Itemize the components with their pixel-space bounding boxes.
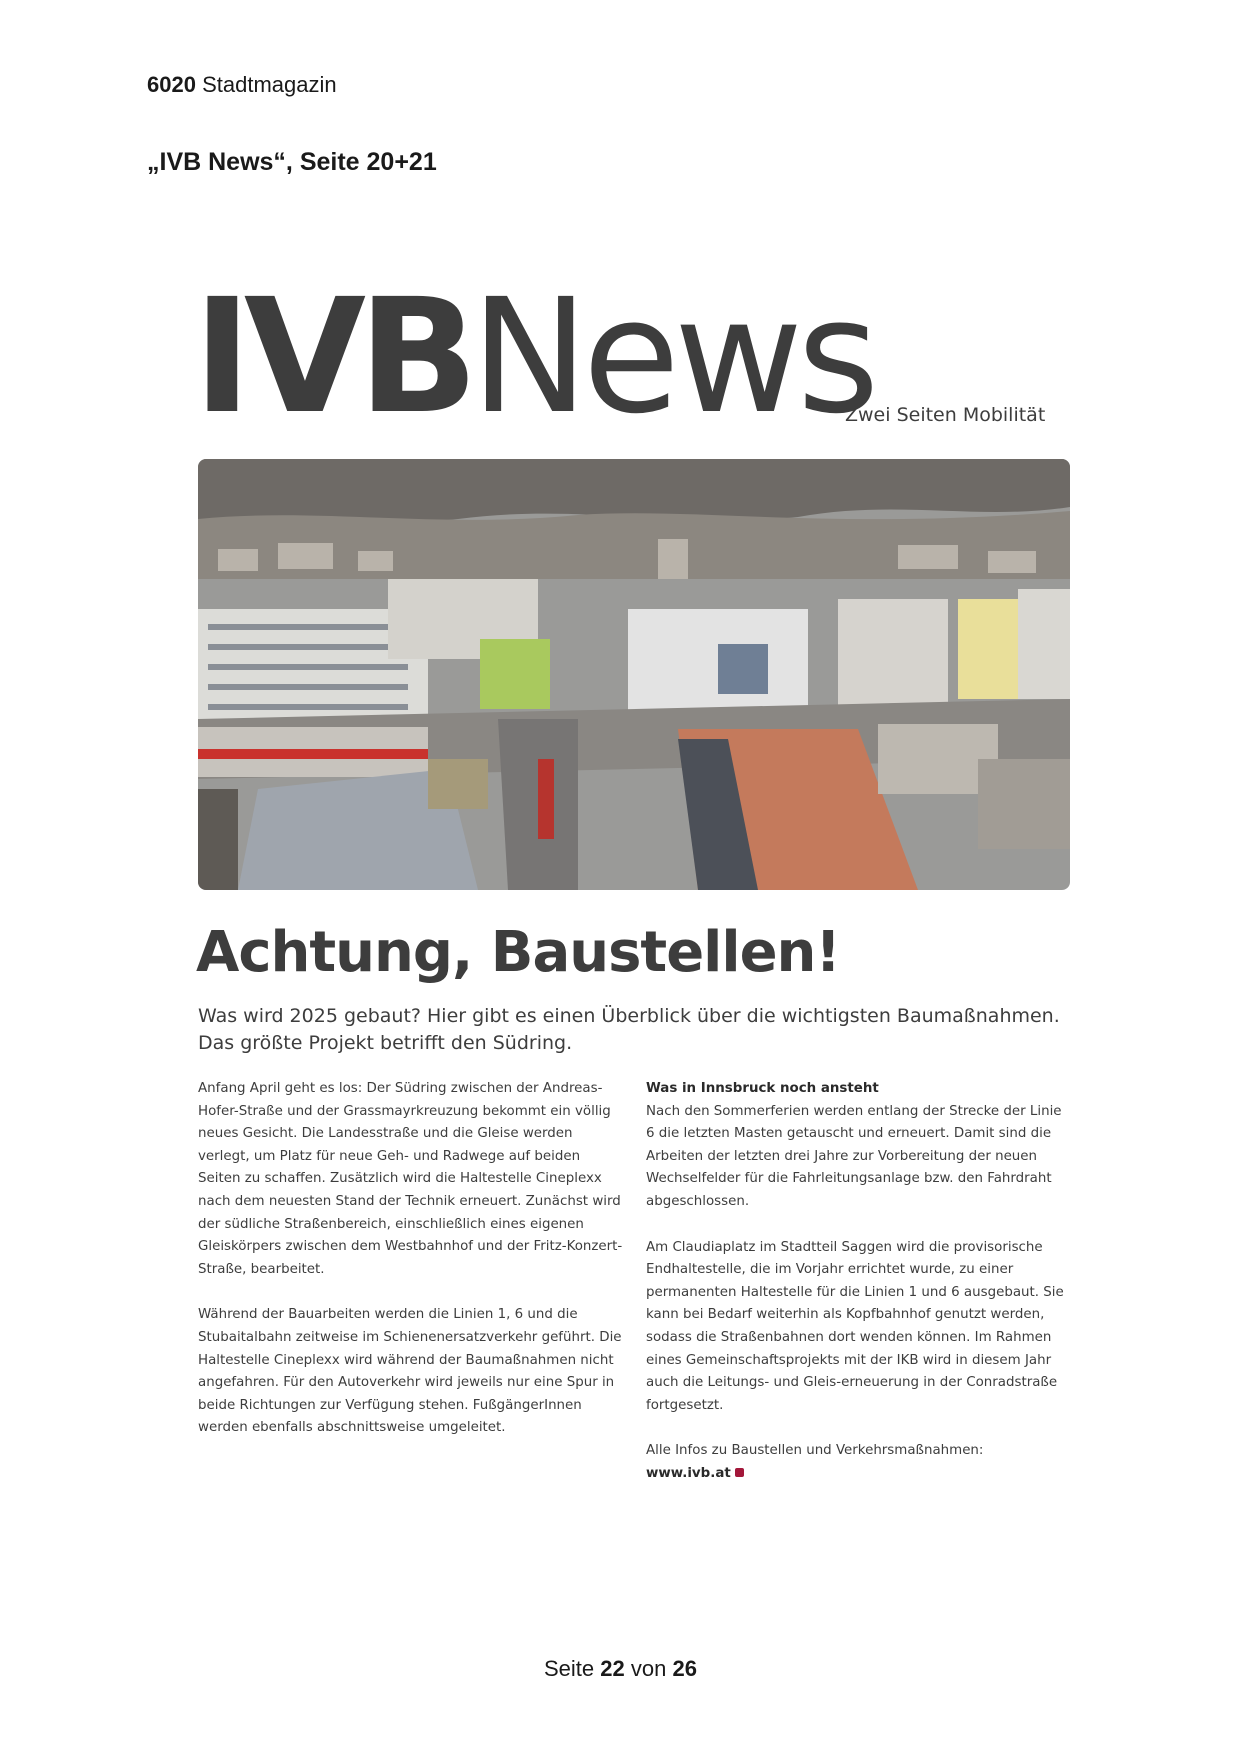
masthead-tagline: Zwei Seiten Mobilität — [845, 404, 1046, 426]
section-heading: Was in Innsbruck noch ansteht — [646, 1081, 879, 1096]
magazine-name: Stadtmagazin — [202, 72, 337, 97]
masthead — [193, 265, 1093, 449]
magazine-header — [147, 72, 337, 98]
page-footer — [0, 1656, 1241, 1682]
magazine-number: 6020 — [147, 72, 196, 97]
page-prefix: Seite — [544, 1656, 595, 1681]
article-paragraph: Anfang April geht es los: Der Südring zwischen der Andreas-Hofer-Straße und der Grassmayrkreuzung bekommt ein völlig neues Gesicht. Die Landesstraße und die Gleise werden verlegt, um Platz für neue Geh- und Radwege auf beiden Seiten zu schaffen. Zusätzlich wird die Haltestelle Cineplexx nach dem neuesten Stand der Technik erneuert. Zunächst wird der südliche Straßenbereich, einschließlich eines eigenen Gleiskörpers zwischen dem Westbahnhof und der Fritz-Konzert-Straße, bearbeitet. — [198, 1081, 623, 1277]
article-paragraph: Während der Bauarbeiten werden die Linien 1, 6 und die Stubaitalbahn zeitweise im Schienenersatzverkehr geführt. Die Haltestelle Cineplexx wird während der Baumaßnahmen nicht angefahren. Für den Autoverkehr wird jeweils nur eine Spur in beide Richtungen zur Verfügung stehen. FußgängerInnen werden ebenfalls abschnittsweise umgeleitet. — [198, 1307, 622, 1436]
logo-regular-part: News — [470, 265, 874, 449]
article-paragraph: Am Claudiaplatz im Stadtteil Saggen wird die provisorische Endhaltestelle, die im Vorjahr errichtet wurde, zu einer permanenten Haltestelle für die Linien 1 und 6 ausgebaut. Sie kann bei Bedarf weiterhin als Kopfbahnhof genutzt werden, sodass die Straßenbahnen dort wenden können. Im Rahmen eines Gemeinschaftsprojekts mit der IKB wird in diesem Jahr auch die Leitungs- und Gleis-erneuerung in der Conradstraße fortgesetzt. — [646, 1239, 1064, 1413]
logo-bold-part: IVB — [193, 265, 471, 449]
article-headline: Achtung, Baustellen! — [196, 920, 840, 985]
page-number: 22 — [600, 1656, 625, 1681]
article-reference: „IVB News“, Seite 20+21 — [147, 148, 437, 176]
article-column-left — [198, 1078, 623, 1463]
aerial-photo-illustration — [198, 459, 1070, 890]
article-column-right — [646, 1078, 1071, 1509]
article-paragraph: Nach den Sommerferien werden entlang der Strecke der Linie 6 die letzten Masten getauscht und erneuert. Damit sind die Arbeiten der letzten drei Jahre zur Vorbereitung der neuen Wechselfelder für die Fahrleitungsanlage bzw. den Fahrdraht abgeschlossen. — [646, 1103, 1062, 1209]
page-total: 26 — [672, 1656, 697, 1681]
ivb-news-logo — [193, 265, 874, 449]
info-text: Alle Infos zu Baustellen und Verkehrsmaßnahmen: — [646, 1443, 984, 1459]
info-line — [646, 1440, 1071, 1485]
end-mark-icon — [735, 1468, 744, 1477]
ivb-website-link[interactable]: www.ivb.at — [646, 1465, 731, 1481]
page-middle: von — [630, 1656, 667, 1681]
article-subline: Was wird 2025 gebaut? Hier gibt es einen Überblick über die wichtigsten Baumaßnahmen. Das größte Projekt betrifft den Südring. — [198, 1005, 1060, 1054]
aerial-city-photo — [198, 459, 1070, 890]
